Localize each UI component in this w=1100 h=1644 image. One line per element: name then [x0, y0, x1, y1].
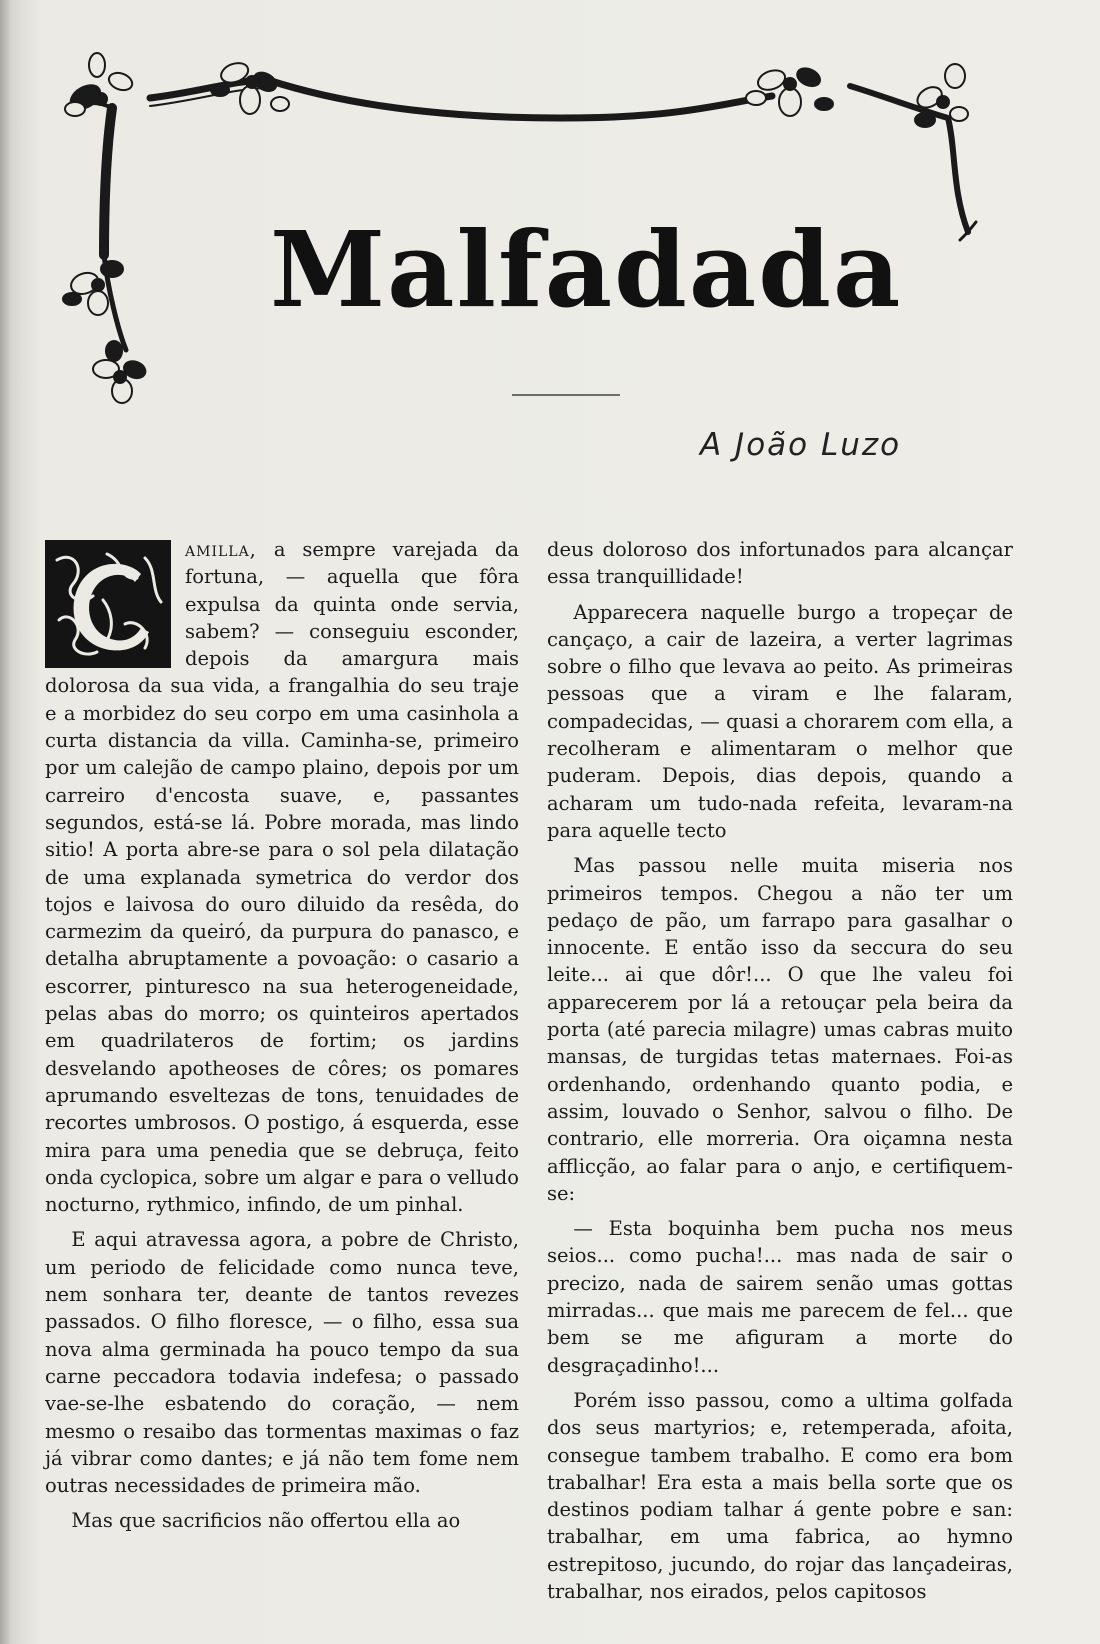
opening-word: amilla, [185, 538, 257, 561]
paragraph: — Esta boquinha bem pucha nos meus seios... como pucha!... mas nada de sair o precizo, nada de sairem senão umas gottas mirradas... que mais me parecem de fel... que bem se me afiguram a morte do desgraçadinho!... [547, 1217, 1013, 1377]
paragraph: Mas passou nelle muita miseria nos primeiros tempos. Chegou a não ter um pedaço de pão, um farrapo para gasalhar o innocente. E então isso da seccura do seu leite... ai que dôr!... O que lhe valeu foi apparecerem por lá a retouçar pela beira da porta (até parecia milagre) umas cabras muito mansas, de turgidas tetas maternaes. Foi-as ordenhando, ordenhando quanto podia, e assim, louvado o Senhor, salvou o filho. De contrario, elle morreria. Ora oiçamna nesta afflicção, ao falar para o anjo, e certifiquem-se: [547, 854, 1013, 1205]
paragraph: E aqui atravessa agora, a pobre de Christo, um periodo de felicidade como nunca teve, nem sonhara ter, deante de tantos revezes passados. O filho floresce, — o filho, essa sua nova alma germinada ha pouco tempo da sua carne peccadora todavia indefesa; o passado vae-se-lhe esbatendo do coração, — nem mesmo o resaibo das tormentas maximas o faz já vibrar como dantes; e já não tem fome nem outras necessidades de primeira mão. [45, 1228, 519, 1498]
paragraph: Apparecera naquelle burgo a tropeçar de cançaço, a cair de lazeira, a verter lagrimas sobre o filho que levava ao peito. As primeiras pessoas que a viram e lhe falaram, compadecidas, — quasi a chorarem com ella, a recolheram e alimentaram o melhor que puderam. Depois, dias depois, quando a acharam um tudo-nada refeita, levaram-na para aquelle tecto [547, 600, 1013, 842]
article-title: Malfadada [270, 208, 903, 331]
drop-cap-c-icon [45, 540, 171, 668]
paragraph: Porém isso passou, como a ultima golfada dos seus martyrios; e, retemperada, afoita, consegue tambem trabalho. E como era bom trabalhar! Era esta a mais bella sorte que os destinos podiam talhar á gente pobre e san: trabalhar, em uma fabrica, ao hymno estrepitoso, jucundo, do rojar das lançadeiras, trabalhar, nos eirados, pelos capitosos [547, 1388, 1013, 1603]
paragraph: deus doloroso dos infortunados para alcançar essa tranquillidade! [547, 538, 1013, 589]
title-separator [512, 394, 620, 396]
paragraph [45, 536, 519, 1218]
dedication: A João Luzo [700, 427, 902, 463]
right-column [547, 536, 1013, 1613]
left-column [45, 536, 519, 1543]
paragraph-text: a sempre varejada da fortuna, — aquella que fôra expulsa da quinta onde servia, sabem? — conseguiu esconder, depois da amargura mais dolorosa da sua vida, a frangalhia do seu traje e a morbidez do seu corpo em uma casinhola a curta distancia da villa. Caminha-se, primeiro por um calejão de campo plaino, depois por um carreiro d'encosta suave, e, passantes segundos, está-se lá. Pobre morada, mas lindo sitio! A porta abre-se para o sol pela dilatação de uma explanada symetrica do verdor dos tojos e laivosa do ouro diluido da resêda, do carmezim da queiró, da purpura do panasco, e detalha abruptamente a povoação: o casario a escorrer, pinturesco na sua heterogeneidade, pelas abas do morro; os quinteiros apertados em quadrilateros de fortim; os jardins desvelando apotheoses de côres; os pomares aprumando esveltezas de tons, tenuidades de recortes umbrosos. O postigo, á esquerda, esse mira para uma penedia que se debruça, feito onda cyclopica, sobre um algar e para o velludo nocturno, rythmico, infindo, de um pinhal. [45, 538, 519, 1217]
paragraph: Mas que sacrificios não offertou ella ao [71, 1509, 461, 1533]
